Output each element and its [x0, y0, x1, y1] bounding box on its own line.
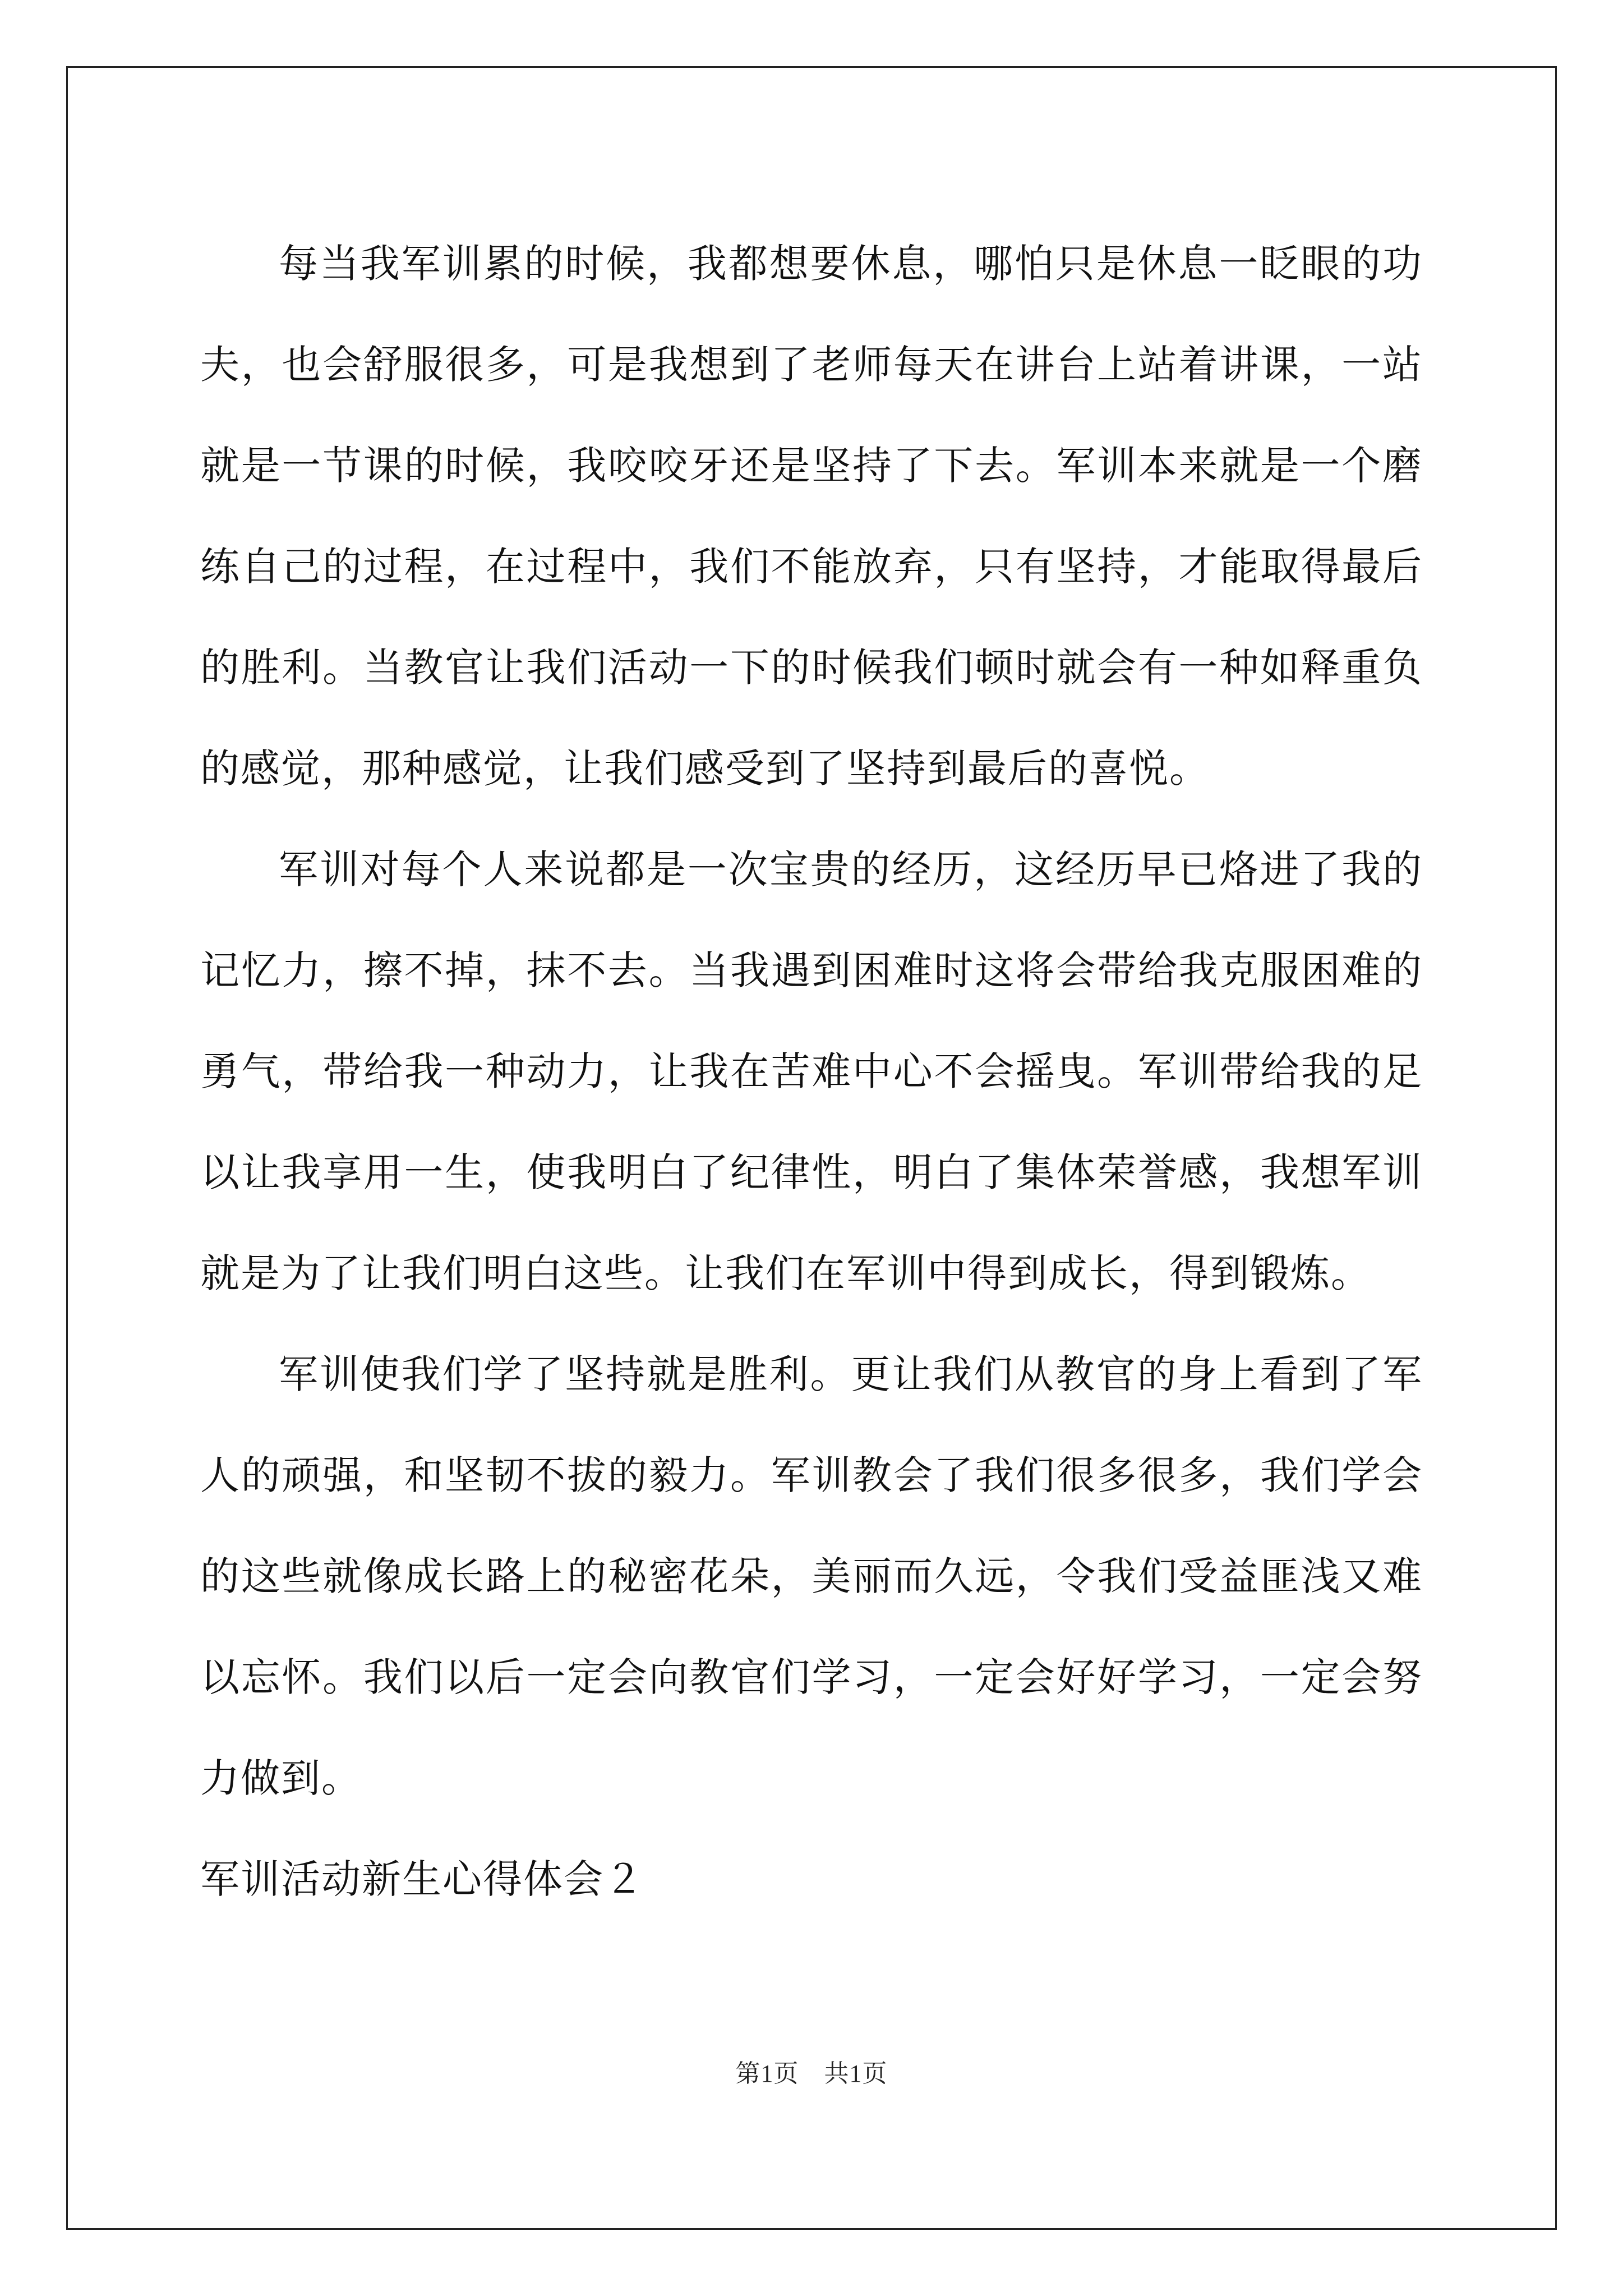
- paragraph-3: 军训使我们学了坚持就是胜利。更让我们从教官的身上看到了军人的顽强，和坚韧不拔的毅力。军训教会了我们很多很多，我们学会的这些就像成长路上的秘密花朵，美丽而久远，令我们受益匪浅又难以忘怀。我们以后一定会向教官们学习，一定会好好学习，一定会努力做到。: [200, 1351, 1423, 1801]
- paragraph-2: 军训对每个人来说都是一次宝贵的经历，这经历早已烙进了我的记忆力，擦不掉，抹不去。当我遇到困难时这将会带给我克服困难的勇气，带给我一种动力，让我在苦难中心不会摇曳。军训带给我的足以让我享用一生，使我明白了纪律性，明白了集体荣誉感，我想军训就是为了让我们明白这些。让我们在军训中得到成长，得到锻炼。: [200, 846, 1423, 1296]
- document-body: [200, 213, 1423, 1930]
- paragraph-1: 每当我军训累的时候，我都想要休息，哪怕只是休息一眨眼的功夫，也会舒服很多，可是我想到了老师每天在讲台上站着讲课，一站就是一节课的时候，我咬咬牙还是坚持了下去。军训本来就是一个磨练自己的过程，在过程中，我们不能放弃，只有坚持，才能取得最后的胜利。当教官让我们活动一下的时候我们顿时就会有一种如释重负的感觉，那种感觉，让我们感受到了坚持到最后的喜悦。: [200, 241, 1423, 792]
- section-heading: 军训活动新生心得体会２: [200, 1856, 644, 1902]
- page-footer: 第1页 共1页: [735, 2060, 888, 2087]
